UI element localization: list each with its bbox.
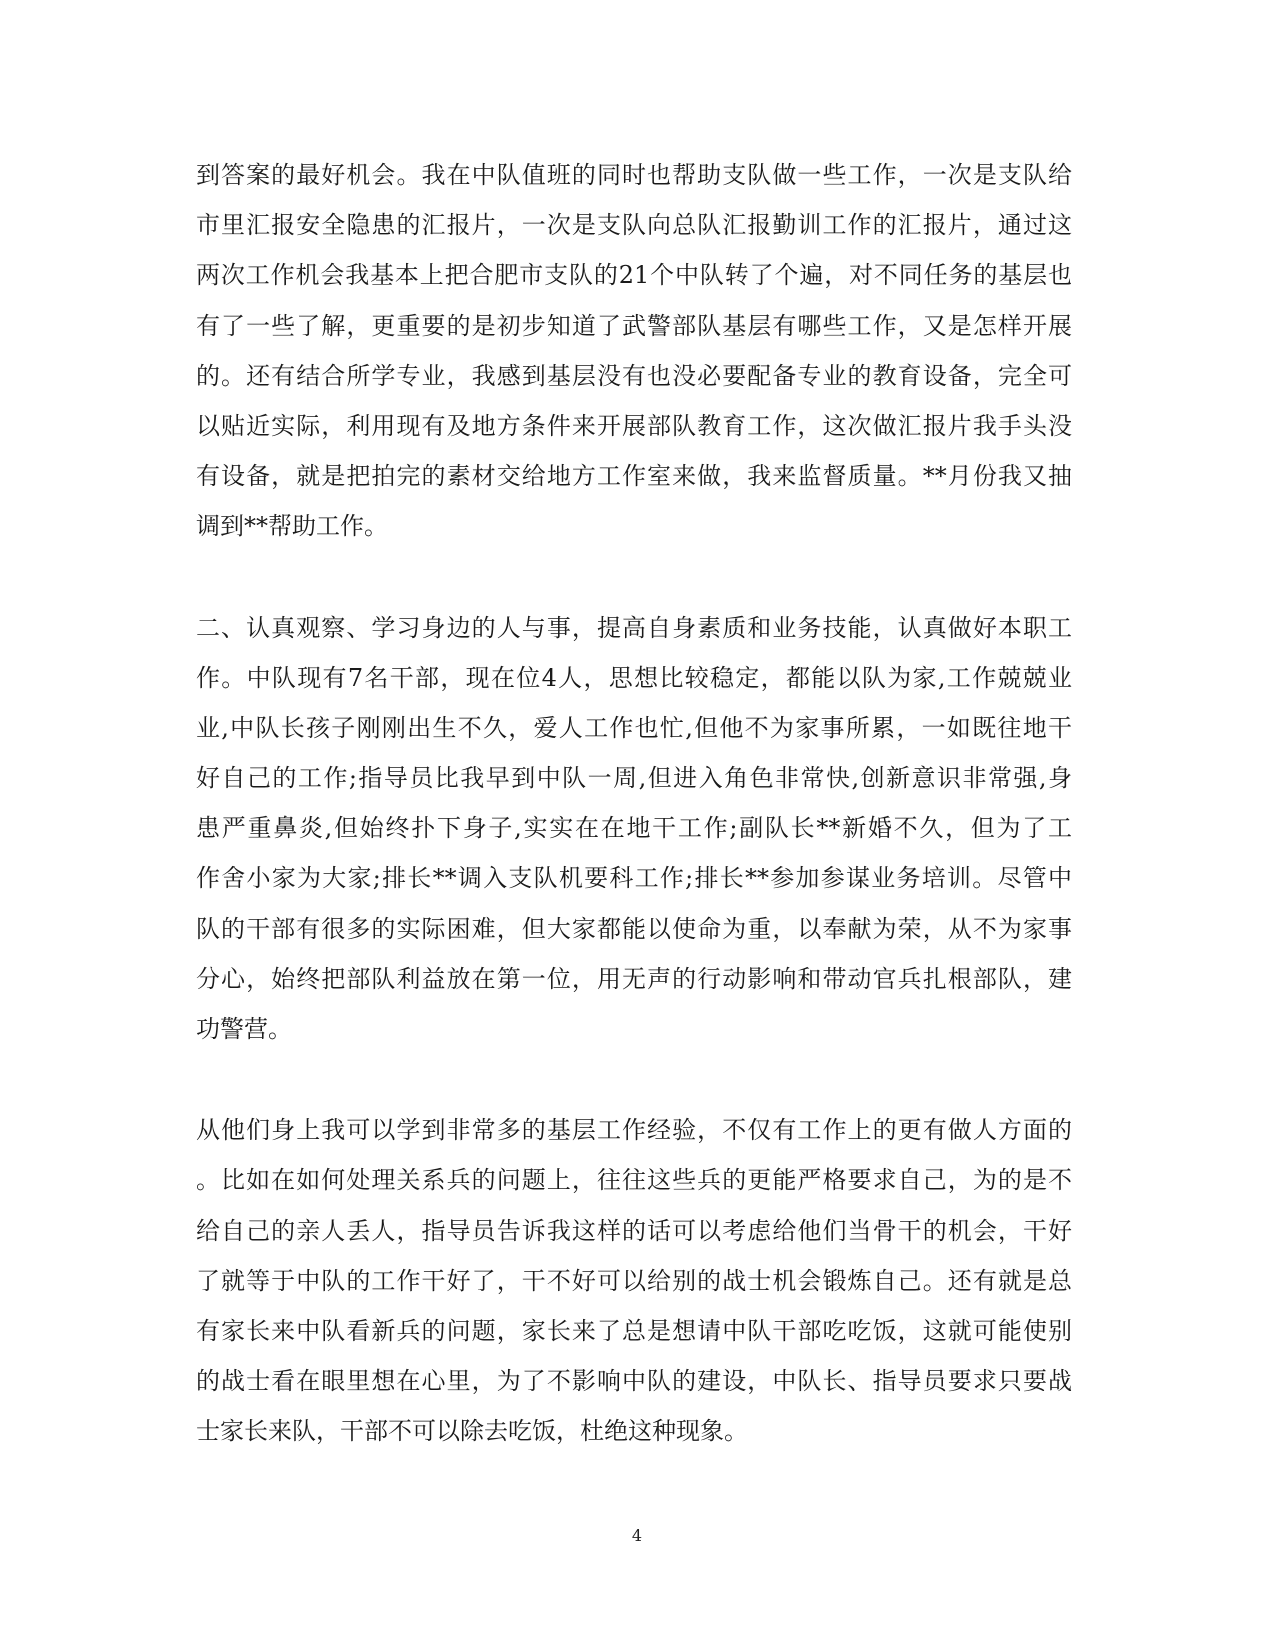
text-line: 作。中队现有7名干部，现在位4人，思想比较稳定，都能以队为家,工作兢兢业 — [196, 663, 1072, 692]
text-line: 有家长来中队看新兵的问题，家长来了总是想请中队干部吃吃饭，这就可能使别 — [196, 1316, 1072, 1345]
document-body — [196, 150, 1072, 1457]
text-line: 市里汇报安全隐患的汇报片，一次是支队向总队汇报勤训工作的汇报片，通过这 — [196, 211, 1072, 240]
text-line: 士家长来队，干部不可以除去吃饭，杜绝这种现象。 — [196, 1417, 748, 1446]
text-line: 的战士看在眼里想在心里，为了不影响中队的建设，中队长、指导员要求只要战 — [196, 1367, 1072, 1396]
text-line: 从他们身上我可以学到非常多的基层工作经验，不仅有工作上的更有做人方面的 — [196, 1116, 1072, 1145]
text-line: 给自己的亲人丢人，指导员告诉我这样的话可以考虑给他们当骨干的机会，干好 — [196, 1216, 1072, 1245]
paragraph-3 — [196, 1105, 1072, 1456]
text-line: 功警营。 — [196, 1015, 292, 1043]
text-line: 到答案的最好机会。我在中队值班的同时也帮助支队做一些工作，一次是支队给 — [196, 161, 1072, 189]
text-line: 有了一些了解，更重要的是初步知道了武警部队基层有哪些工作，又是怎样开展 — [196, 311, 1072, 340]
paragraph-spacer — [196, 552, 1072, 603]
text-line: 队的干部有很多的实际困难，但大家都能以使命为重，以奉献为荣，从不为家事 — [196, 914, 1072, 943]
page-number: 4 — [631, 1526, 643, 1545]
text-line: 。比如在如何处理关系兵的问题上，往往这些兵的更能严格要求自己，为的是不 — [196, 1166, 1072, 1195]
text-line: 的。还有结合所学专业，我感到基层没有也没必要配备专业的教育设备，完全可 — [196, 361, 1072, 390]
text-line: 患严重鼻炎,但始终扑下身子,实实在在地干工作;副队长**新婚不久，但为了工 — [196, 814, 1072, 843]
text-line: 有设备，就是把拍完的素材交给地方工作室来做，我来监督质量。**月份我又抽 — [196, 462, 1072, 491]
text-line: 了就等于中队的工作干好了，干不好可以给别的战士机会锻炼自己。还有就是总 — [196, 1266, 1072, 1295]
paragraph-1 — [196, 150, 1072, 552]
text-line: 两次工作机会我基本上把合肥市支队的21个中队转了个遍，对不同任务的基层也 — [196, 261, 1072, 290]
text-line: 调到**帮助工作。 — [196, 512, 388, 541]
paragraph-2 — [196, 603, 1072, 1055]
text-line: 分心，始终把部队利益放在第一位，用无声的行动影响和带动官兵扎根部队，建 — [196, 964, 1072, 993]
text-line: 作舍小家为大家;排长**调入支队机要科工作;排长**参加参谋业务培训。尽管中 — [196, 864, 1072, 893]
text-line: 业,中队长孩子刚刚出生不久，爱人工作也忙,但他不为家事所累，一如既往地干 — [196, 713, 1072, 742]
paragraph-spacer — [196, 1054, 1072, 1105]
text-line: 好自己的工作;指导员比我早到中队一周,但进入角色非常快,创新意识非常强,身 — [196, 764, 1072, 793]
text-line: 二、认真观察、学习身边的人与事，提高自身素质和业务技能，认真做好本职工 — [196, 613, 1072, 642]
text-line: 以贴近实际，利用现有及地方条件来开展部队教育工作，这次做汇报片我手头没 — [196, 411, 1072, 440]
